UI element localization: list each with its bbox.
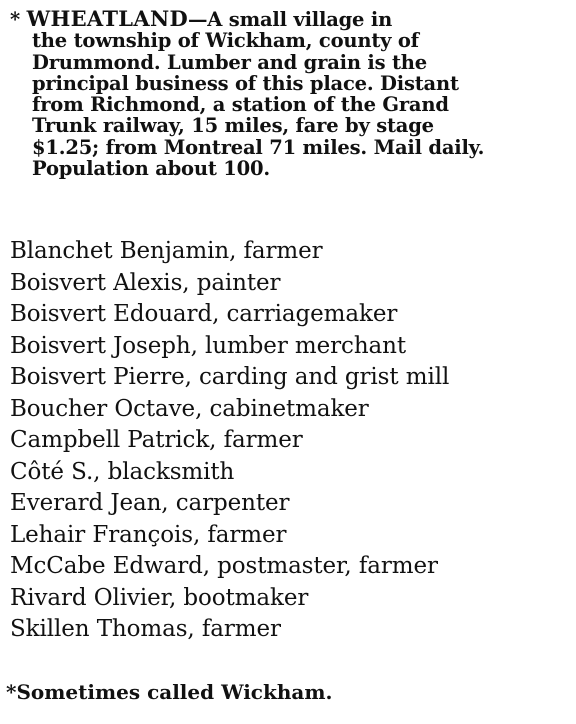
asterisk-mark: * bbox=[10, 8, 20, 31]
directory-entry: Boisvert Joseph, lumber merchant bbox=[10, 332, 406, 359]
footnote: *Sometimes called Wickham. bbox=[6, 680, 333, 704]
directory-entry: Everard Jean, carpenter bbox=[10, 490, 290, 516]
directory-entry: Boucher Octave, cabinetmaker bbox=[10, 395, 369, 422]
directory-entry: Boisvert Pierre, carding and grist mill bbox=[10, 364, 450, 390]
description-line-7: $1.25; from Montreal 71 miles. Mail daily. bbox=[32, 135, 485, 159]
directory-entry: Skillen Thomas, farmer bbox=[10, 616, 281, 642]
place-name: WHEATLAND bbox=[26, 6, 188, 31]
description-line-8: Population about 100. bbox=[32, 157, 270, 181]
resident-directory bbox=[10, 236, 560, 646]
description-line-4: principal business of this place. Distant bbox=[32, 71, 459, 95]
description-line-6: Trunk railway, 15 miles, fare by stage bbox=[32, 114, 434, 138]
description-line-3: Drummond. Lumber and grain is the bbox=[32, 50, 427, 74]
directory-entry: Rivard Olivier, bootmaker bbox=[10, 584, 309, 611]
directory-entry: Boisvert Alexis, painter bbox=[10, 269, 281, 296]
directory-entry: McCabe Edward, postmaster, farmer bbox=[10, 553, 438, 579]
directory-entry: Côté S., blacksmith bbox=[10, 458, 235, 485]
description-line-1 bbox=[10, 8, 550, 30]
directory-entry: Lehair François, farmer bbox=[10, 521, 287, 548]
village-description bbox=[10, 8, 550, 179]
description-line-5: from Richmond, a station of the Grand bbox=[32, 93, 449, 117]
description-text: —A small village in bbox=[187, 8, 393, 31]
description-line-2: the township of Wickham, county of bbox=[32, 29, 419, 53]
directory-entry: Campbell Patrick, farmer bbox=[10, 427, 303, 453]
directory-entry: Boisvert Edouard, carriagemaker bbox=[10, 301, 398, 327]
directory-entry: Blanchet Benjamin, farmer bbox=[10, 238, 323, 264]
